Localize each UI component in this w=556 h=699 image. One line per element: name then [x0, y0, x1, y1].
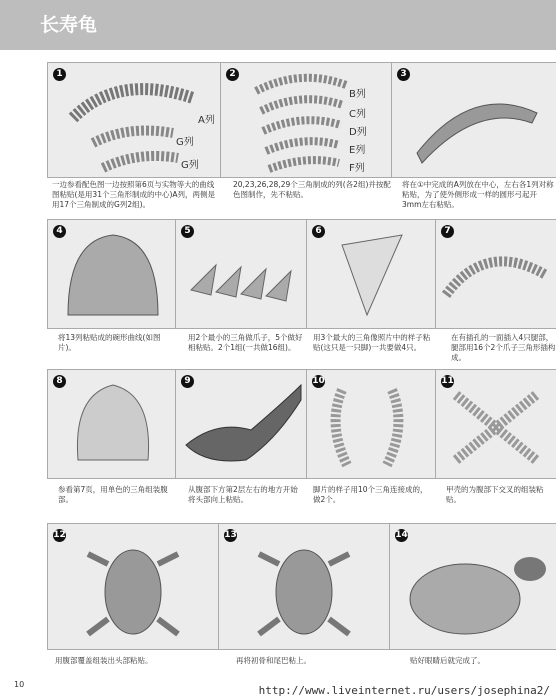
step-6-photo	[306, 219, 436, 329]
step-13-photo	[218, 523, 390, 650]
step-number: 9	[181, 375, 194, 388]
step-number: 13	[224, 530, 237, 540]
crossed-assembly-illustration	[436, 370, 556, 478]
head-neck-illustration	[176, 370, 306, 478]
step-10-caption: 脚片的样子用10个三角连接成的，做2个。	[313, 485, 428, 504]
step-5-photo	[175, 219, 307, 329]
shell-bowl-illustration	[48, 220, 175, 328]
step-6-caption: 用3个最大的三角像照片中的样子粘贴(这只是一只脚)一共要做4只。	[313, 333, 431, 352]
step-number: 12	[53, 530, 66, 540]
strip-label: A列	[198, 115, 215, 126]
watermark-url: http://www.liveinternet.ru/users/josephina2/	[258, 684, 550, 697]
step-1-caption: 一边参看配色图一边按照第6页与实物等大的曲线图粘贴(是用31个三角形制成的中心)A列，两侧是用17个三角制成的G列2组)。	[52, 180, 216, 209]
step-number: 3	[397, 68, 410, 81]
legs-attached-illustration	[436, 220, 556, 328]
step-number: 4	[53, 225, 66, 238]
step-5-caption: 用2个最小的三角做爪子，5个做好相粘贴。2个1组(一共做16组)。	[188, 333, 303, 352]
step-10-photo	[306, 369, 436, 479]
step-9-photo	[175, 369, 307, 479]
strip-label: G列	[176, 137, 194, 148]
strip-label: E列	[349, 145, 366, 156]
leg-illustration	[307, 220, 435, 328]
step-number: 2	[226, 68, 239, 81]
step-8-caption: 参看第7页，用单色的三角组装腹部。	[58, 485, 168, 504]
step-8-photo	[47, 369, 176, 479]
paper-strips-illustration	[221, 63, 391, 177]
step-13-caption: 再将初骨和尾巴粘上。	[236, 656, 311, 665]
step-9-caption: 从腹部下方第2层左右的地方开始将头部向上粘贴。	[188, 485, 298, 504]
finished-turtle-illustration	[390, 524, 556, 649]
step-14-caption: 贴好眼睛后就完成了。	[410, 656, 485, 665]
step-number: 8	[53, 375, 66, 388]
step-3-caption: 将在①中完成的A列放在中心，左右各1列对称粘贴，为了使外侧形成一样的圆形弓起开3mm左右粘贴。	[402, 180, 554, 209]
step-4-caption: 将13列粘贴成的碗形曲线(如图片)。	[58, 333, 161, 352]
step-4-photo	[47, 219, 176, 329]
step-number: 7	[441, 225, 454, 238]
step-12-photo	[47, 523, 219, 650]
step-2-caption: 20,23,26,28,29个三角制成的列(各2组)并按配色图制作，先不粘贴。	[233, 180, 391, 199]
claws-illustration	[176, 220, 306, 328]
step-number: 11	[441, 376, 454, 386]
page-header	[0, 0, 556, 50]
strip-label: D列	[349, 127, 367, 138]
step-11-caption: 甲壳的为腹部下交叉的组装粘贴。	[446, 485, 544, 504]
step-3-photo	[391, 62, 556, 178]
step-number: 6	[312, 225, 325, 238]
step-7-photo	[435, 219, 556, 329]
step-number: 1	[53, 68, 66, 81]
turtle-body-illustration	[48, 524, 218, 649]
belly-illustration	[48, 370, 175, 478]
turtle-body-illustration	[219, 524, 389, 649]
step-11-photo	[435, 369, 556, 479]
step-12-caption: 用腹部覆盖组装出头部粘贴。	[55, 656, 153, 665]
page-number: 10	[14, 680, 25, 689]
strip-label: B列	[349, 89, 366, 100]
step-1-photo	[47, 62, 221, 178]
strip-label: C列	[349, 109, 366, 120]
strip-label: G列	[181, 160, 199, 171]
step-2-photo	[220, 62, 392, 178]
side-strips-illustration	[307, 370, 435, 478]
step-number: 10	[312, 376, 325, 386]
step-7-caption: 在有插孔的一面插入4只腿部，腿部用16个2个爪子三角形插构成。	[451, 333, 556, 362]
step-number: 5	[181, 225, 194, 238]
step-number: 14	[395, 530, 408, 540]
curved-shell-illustration	[392, 63, 556, 177]
strip-label: F列	[349, 163, 365, 174]
step-14-photo	[389, 523, 556, 650]
page-title: 长寿龟	[40, 14, 98, 36]
